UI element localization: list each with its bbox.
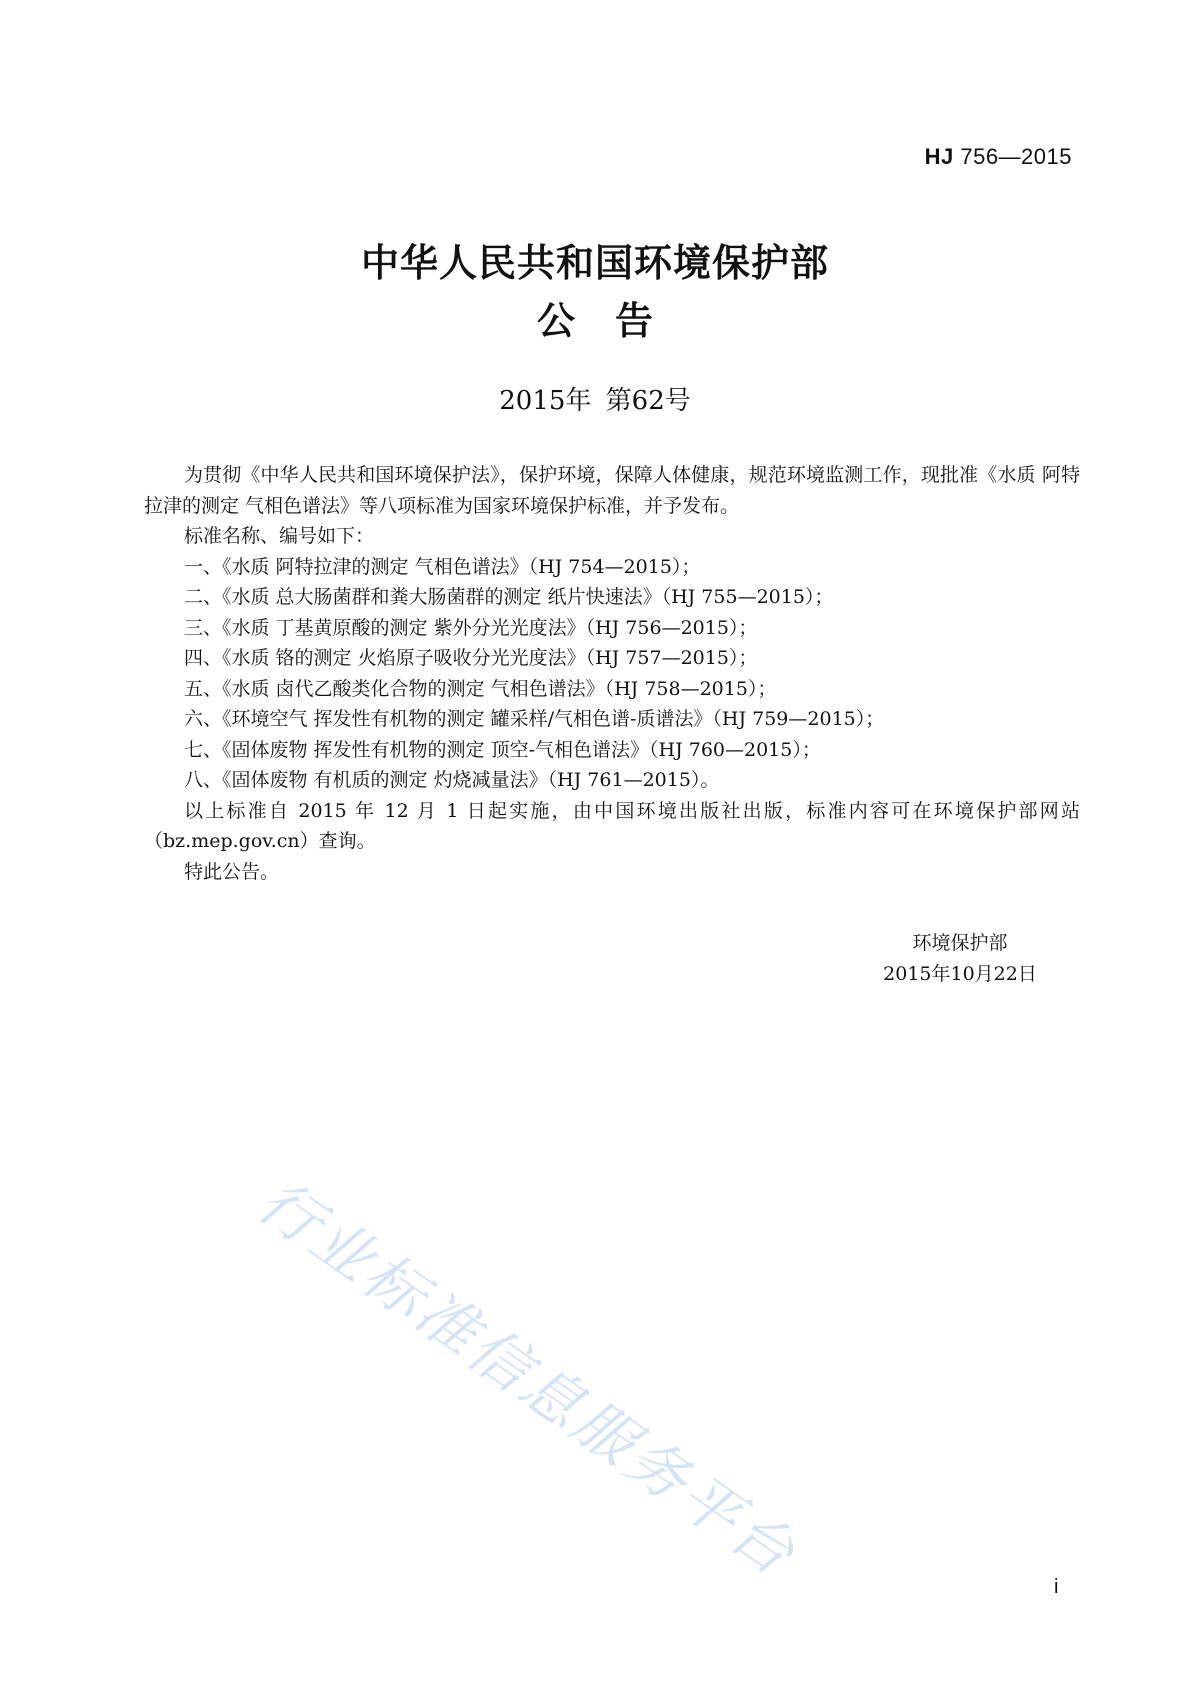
page-subtitle: 公告 xyxy=(536,299,693,343)
list-intro: 标准名称、编号如下： xyxy=(184,525,375,547)
closing-paragraph: 特此公告。 xyxy=(184,860,280,883)
announcement-body xyxy=(144,460,1080,887)
list-item: 五、《水质 卤代乙酸类化合物的测定 气相色谱法》（HJ 758—2015）； xyxy=(184,677,777,700)
list-item: 七、《固体废物 挥发性有机物的测定 顶空-气相色谱法》（HJ 760—2015）； xyxy=(184,738,821,761)
page-title: 中华人民共和国环境保护部 xyxy=(360,241,829,285)
page-number: i xyxy=(1054,1576,1059,1598)
implementation-paragraph: 以上标准自 2015 年 12 月 1 日起实施，由中国环境出版社出版，标准内容可在环境保护部网站（bz.mep.gov.cn）查询。 xyxy=(144,799,1080,852)
list-item: 二、《水质 总大肠菌群和粪大肠菌群的测定 纸片快速法》（HJ 755—2015）； xyxy=(184,586,834,608)
standard-code-prefix: HJ xyxy=(924,144,954,169)
list-item: 四、《水质 铬的测定 火焰原子吸收分光光度法》（HJ 757—2015）； xyxy=(184,647,758,669)
standard-code xyxy=(925,144,1072,170)
watermark: 行业标准信息服务平台 xyxy=(245,1166,810,1591)
list-item: 八、《固体废物 有机质的测定 灼烧减量法》（HJ 761—2015）。 xyxy=(184,769,720,791)
list-item: 一、《水质 阿特拉津的测定 气相色谱法》（HJ 754—2015）； xyxy=(184,555,701,578)
signature-date: 2015年10月22日 xyxy=(883,963,1037,985)
announcement-number: 2015年 第62号 xyxy=(499,386,691,416)
list-item: 三、《水质 丁基黄原酸的测定 紫外分光光度法》（HJ 756—2015）； xyxy=(184,616,758,639)
standards-list xyxy=(144,552,1080,796)
standard-code-number: 756—2015 xyxy=(960,144,1072,169)
list-item: 六、《环境空气 挥发性有机物的测定 罐采样/气相色谱-质谱法》（HJ 759—2015）； xyxy=(184,708,885,730)
signature-org: 环境保护部 xyxy=(912,932,1008,954)
intro-paragraph: 为贯彻《中华人民共和国环境保护法》，保护环境，保障人体健康，规范环境监测工作，现批准《水质 阿特拉津的测定 气相色谱法》等八项标准为国家环境保护标准，并予发布。 xyxy=(144,464,1080,517)
signature-block xyxy=(860,928,1060,990)
